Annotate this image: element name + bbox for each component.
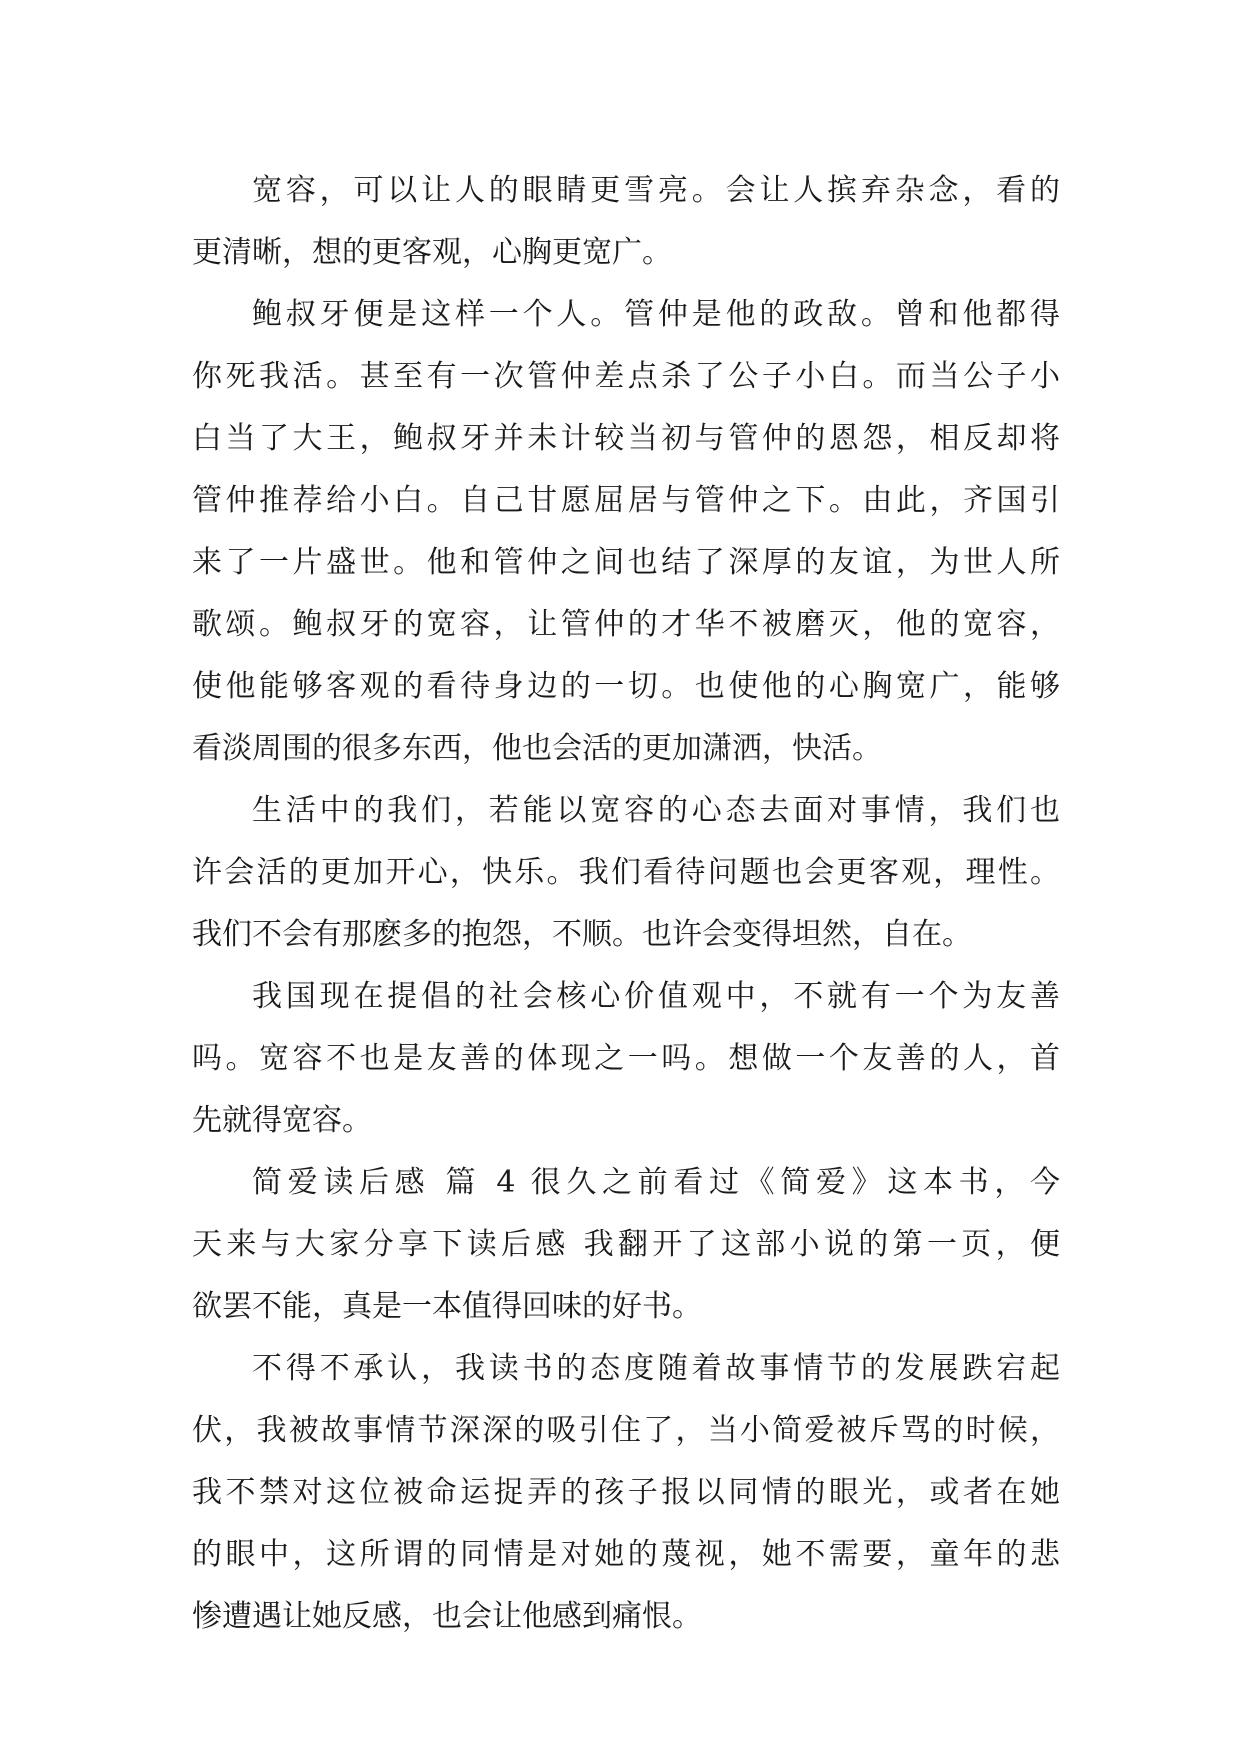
text-line: 伏，我被故事情节深深的吸引住了，当小简爱被斥骂的时候， xyxy=(192,1413,1060,1448)
text-line: 使他能够客观的看待身边的一切。也使他的心胸宽广，能够 xyxy=(192,669,1060,704)
paragraph-1 xyxy=(192,160,1060,284)
text-line: 不得不承认，我读书的态度随着故事情节的发展跌宕起 xyxy=(252,1351,1060,1386)
text-line: 鲍叔牙便是这样一个人。管仲是他的政敌。曾和他都得 xyxy=(252,297,1060,332)
text-line: 吗。宽容不也是友善的体现之一吗。想做一个友善的人，首 xyxy=(192,1041,1060,1076)
text-line: 生活中的我们，若能以宽容的心态去面对事情，我们也 xyxy=(252,793,1060,828)
paragraph-5 xyxy=(192,1152,1060,1338)
text-line: 天来与大家分享下读后感 我翻开了这部小说的第一页，便 xyxy=(192,1227,1060,1262)
text-line: 欲罢不能，真是一本值得回味的好书。 xyxy=(192,1289,702,1324)
document-body xyxy=(192,160,1060,1648)
text-line: 许会活的更加开心，快乐。我们看待问题也会更客观，理性。 xyxy=(192,855,1060,890)
text-line: 简爱读后感 篇 4 很久之前看过《简爱》这本书，今 xyxy=(252,1165,1060,1200)
paragraph-3 xyxy=(192,780,1060,966)
text-line: 惨遭遇让她反感，也会让他感到痛恨。 xyxy=(192,1599,702,1634)
text-line: 我国现在提倡的社会核心价值观中，不就有一个为友善 xyxy=(252,979,1060,1014)
text-line: 白当了大王，鲍叔牙并未计较当初与管仲的恩怨，相反却将 xyxy=(192,421,1060,456)
text-line: 更清晰，想的更客观，心胸更宽广。 xyxy=(192,235,672,270)
text-line: 歌颂。鲍叔牙的宽容，让管仲的才华不被磨灭，他的宽容， xyxy=(192,607,1060,642)
text-line: 我不禁对这位被命运捉弄的孩子报以同情的眼光，或者在她 xyxy=(192,1475,1060,1510)
text-line: 看淡周围的很多东西，他也会活的更加潇洒，快活。 xyxy=(192,731,882,766)
paragraph-2 xyxy=(192,284,1060,780)
text-line: 宽容，可以让人的眼睛更雪亮。会让人摈弃杂念，看的 xyxy=(252,173,1060,208)
paragraph-4 xyxy=(192,966,1060,1152)
text-line: 来了一片盛世。他和管仲之间也结了深厚的友谊，为世人所 xyxy=(192,545,1060,580)
text-line: 我们不会有那麽多的抱怨，不顺。也许会变得坦然，自在。 xyxy=(192,917,972,952)
text-line: 先就得宽容。 xyxy=(192,1103,372,1138)
paragraph-6 xyxy=(192,1338,1060,1648)
text-line: 的眼中，这所谓的同情是对她的蔑视，她不需要，童年的悲 xyxy=(192,1537,1060,1572)
text-line: 你死我活。甚至有一次管仲差点杀了公子小白。而当公子小 xyxy=(192,359,1060,394)
text-line: 管仲推荐给小白。自己甘愿屈居与管仲之下。由此，齐国引 xyxy=(192,483,1060,518)
